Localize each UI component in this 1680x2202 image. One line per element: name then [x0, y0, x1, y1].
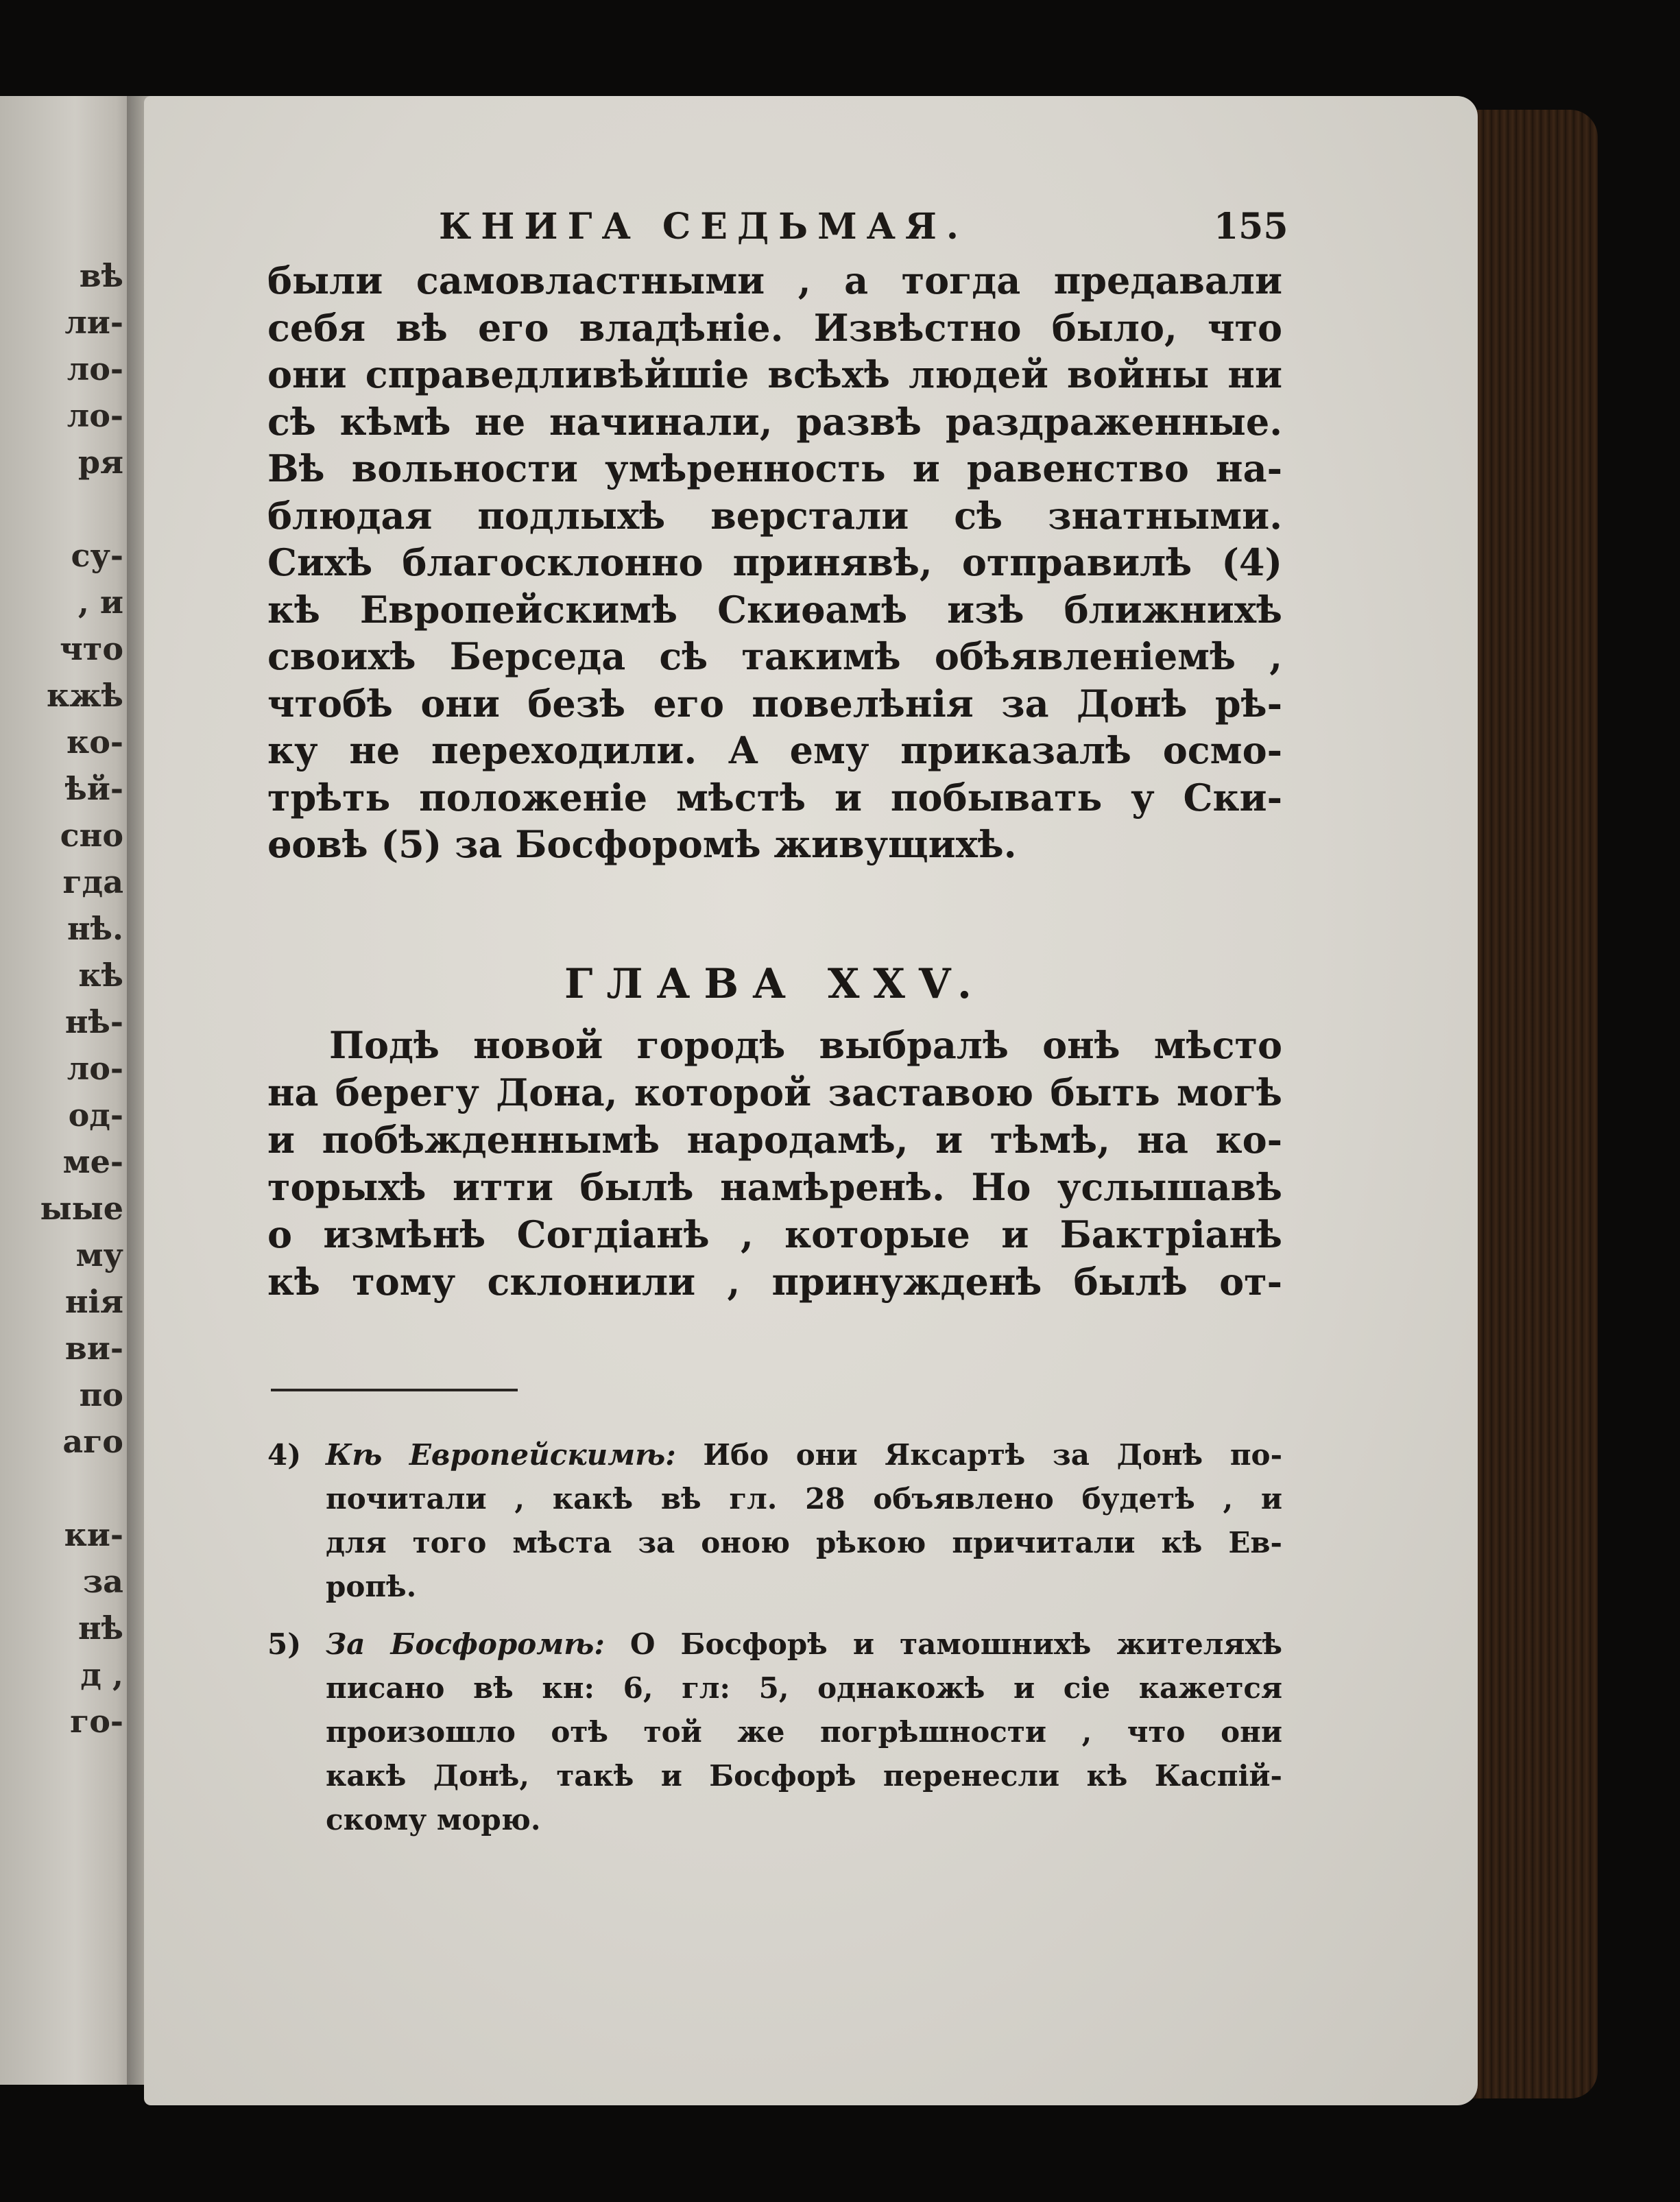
footnote	[267, 1433, 1282, 1609]
previous-page-fragment-line: му	[75, 1236, 123, 1273]
text-line: Подѣ новой городѣ выбралѣ онѣ мѣсто	[329, 1023, 1282, 1067]
footnote-number: 4)	[267, 1438, 302, 1472]
previous-page-fragment-line: ки-	[64, 1516, 123, 1553]
previous-page-fragment-line: ло-	[67, 350, 123, 387]
footnote-line: какѣ Донѣ, такѣ и Босфорѣ перенесли кѣ Каспій-	[326, 1759, 1282, 1793]
text-line: себя вѣ его владѣніе. Извѣстно было, что	[267, 305, 1282, 350]
text-line: Сихѣ благосклонно принявѣ, отправилѣ (4)	[267, 540, 1282, 584]
previous-page-fragment-line: ви-	[64, 1330, 123, 1367]
previous-page-fragment-line: по	[79, 1376, 123, 1413]
text-line: и побѣжденнымѣ народамѣ, и тѣмѣ, на ко-	[267, 1118, 1282, 1162]
book-cover-edge	[1467, 110, 1598, 2098]
footnote-key: Кѣ Европейскимѣ:	[326, 1438, 676, 1472]
footnote	[267, 1623, 1282, 1842]
footnote-line: для того мѣста за оною рѣкою причитали кѣ Ев-	[326, 1526, 1282, 1559]
previous-page-fragment-line: су-	[71, 537, 123, 574]
text-line: чтобѣ они безѣ его повелѣнія за Донѣ рѣ-	[267, 681, 1282, 726]
previous-page-fragment-line: нѣ-	[64, 1003, 123, 1040]
previous-page-fragment-line: кѣ	[78, 957, 123, 994]
previous-page-fragment-line: ря	[77, 444, 123, 481]
footnote-rule	[271, 1389, 518, 1391]
footnotes	[267, 1433, 1282, 1842]
text-line: своихѣ Берседа сѣ такимѣ обѣявленіемѣ ,	[267, 634, 1282, 678]
previous-page-fragment-line: гда	[62, 863, 123, 900]
text-line: были самовластными , а тогда предавали	[267, 259, 1282, 302]
text-line: кѣ тому склонили , принужденѣ былѣ от-	[267, 1260, 1282, 1304]
previous-page-fragment-line: нѣ	[77, 1609, 123, 1647]
footnote-key: За Босфоромѣ:	[326, 1627, 605, 1661]
text-line: Вѣ вольности умѣренность и равенство на-	[267, 446, 1282, 490]
previous-page-fragment-line: ли-	[64, 304, 123, 341]
footnote-line: почитали , какѣ вѣ гл. 28 объявлено будетѣ , и	[326, 1482, 1282, 1516]
previous-page-fragment-line: что	[60, 630, 123, 667]
previous-page-fragment-line: сно	[60, 817, 123, 854]
chapter-heading: ГЛАВА XXV.	[564, 960, 985, 1008]
footnote-text: Ибо они Яксартѣ за Донѣ по-	[703, 1438, 1283, 1472]
previous-page-fragment-line: го-	[70, 1703, 123, 1740]
previous-page-fragment-line: , и	[77, 584, 123, 621]
text-line: блюдая подлыхѣ верстали сѣ знатными.	[267, 493, 1282, 538]
footnote-line: писано вѣ кн: 6, гл: 5, однакожѣ и сіе кажется	[326, 1671, 1282, 1705]
text-line: трѣть положеніе мѣстѣ и побывать у Ски-	[267, 775, 1282, 819]
previous-page-fragment-line: д ,	[80, 1656, 123, 1693]
previous-page-fragment-line: ыые	[40, 1190, 123, 1227]
text-line: торыхѣ итти былѣ намѣренѣ. Но услышавѣ	[267, 1165, 1282, 1209]
previous-page-fragment	[0, 96, 137, 2085]
previous-page-fragment-line: нія	[64, 1283, 123, 1320]
footnote-line: ропѣ.	[326, 1570, 417, 1603]
text-line: о измѣнѣ Согдіанѣ , которые и Бактріанѣ	[267, 1212, 1282, 1256]
previous-page-fragment-line: вѣ	[79, 257, 123, 294]
body-text	[267, 257, 1282, 868]
footnote-text: О Босфорѣ и тамошнихѣ жителяхѣ	[629, 1627, 1282, 1661]
footnote-first-line	[267, 1623, 1282, 1666]
text-line: сѣ кѣмѣ не начинали, развѣ раздраженные.	[267, 399, 1282, 444]
previous-page-fragment-line: нѣ.	[67, 910, 123, 947]
text-line: ѳовѣ (5) за Босфоромѣ живущихѣ.	[267, 822, 1017, 866]
footnote-line: скому морю.	[326, 1803, 541, 1836]
previous-page-fragment-line: ко-	[67, 723, 123, 761]
text-line: они справедливѣйшіе всѣхѣ людей войны ни	[267, 352, 1282, 396]
footnote-line: произошло отѣ той же погрѣшности , что они	[326, 1715, 1282, 1749]
text-line: на берегу Дона, которой заставою быть могѣ	[267, 1070, 1282, 1114]
chapter-text	[267, 1022, 1282, 1306]
previous-page-fragment-line: кжѣ	[46, 677, 123, 714]
previous-page-fragment-line: ме-	[62, 1143, 123, 1180]
previous-page-fragment-line: аго	[62, 1423, 123, 1460]
previous-page-fragment-line: ѣй-	[64, 770, 123, 807]
text-line: кѣ Европейскимѣ Скиѳамѣ изѣ ближнихѣ	[267, 587, 1282, 632]
footnote-first-line	[267, 1433, 1282, 1477]
previous-page-fragment-line: ло-	[67, 397, 123, 434]
previous-page-fragment-line: за	[82, 1563, 123, 1600]
previous-page-fragment-line: од-	[68, 1097, 123, 1134]
previous-page-fragment-line: ло-	[67, 1050, 123, 1087]
page-number: 155	[1214, 206, 1288, 248]
footnote-number: 5)	[267, 1627, 302, 1661]
text-line: ку не переходили. А ему приказалѣ осмо-	[267, 728, 1282, 772]
running-head: КНИГА СЕДЬМАЯ.	[439, 206, 968, 248]
